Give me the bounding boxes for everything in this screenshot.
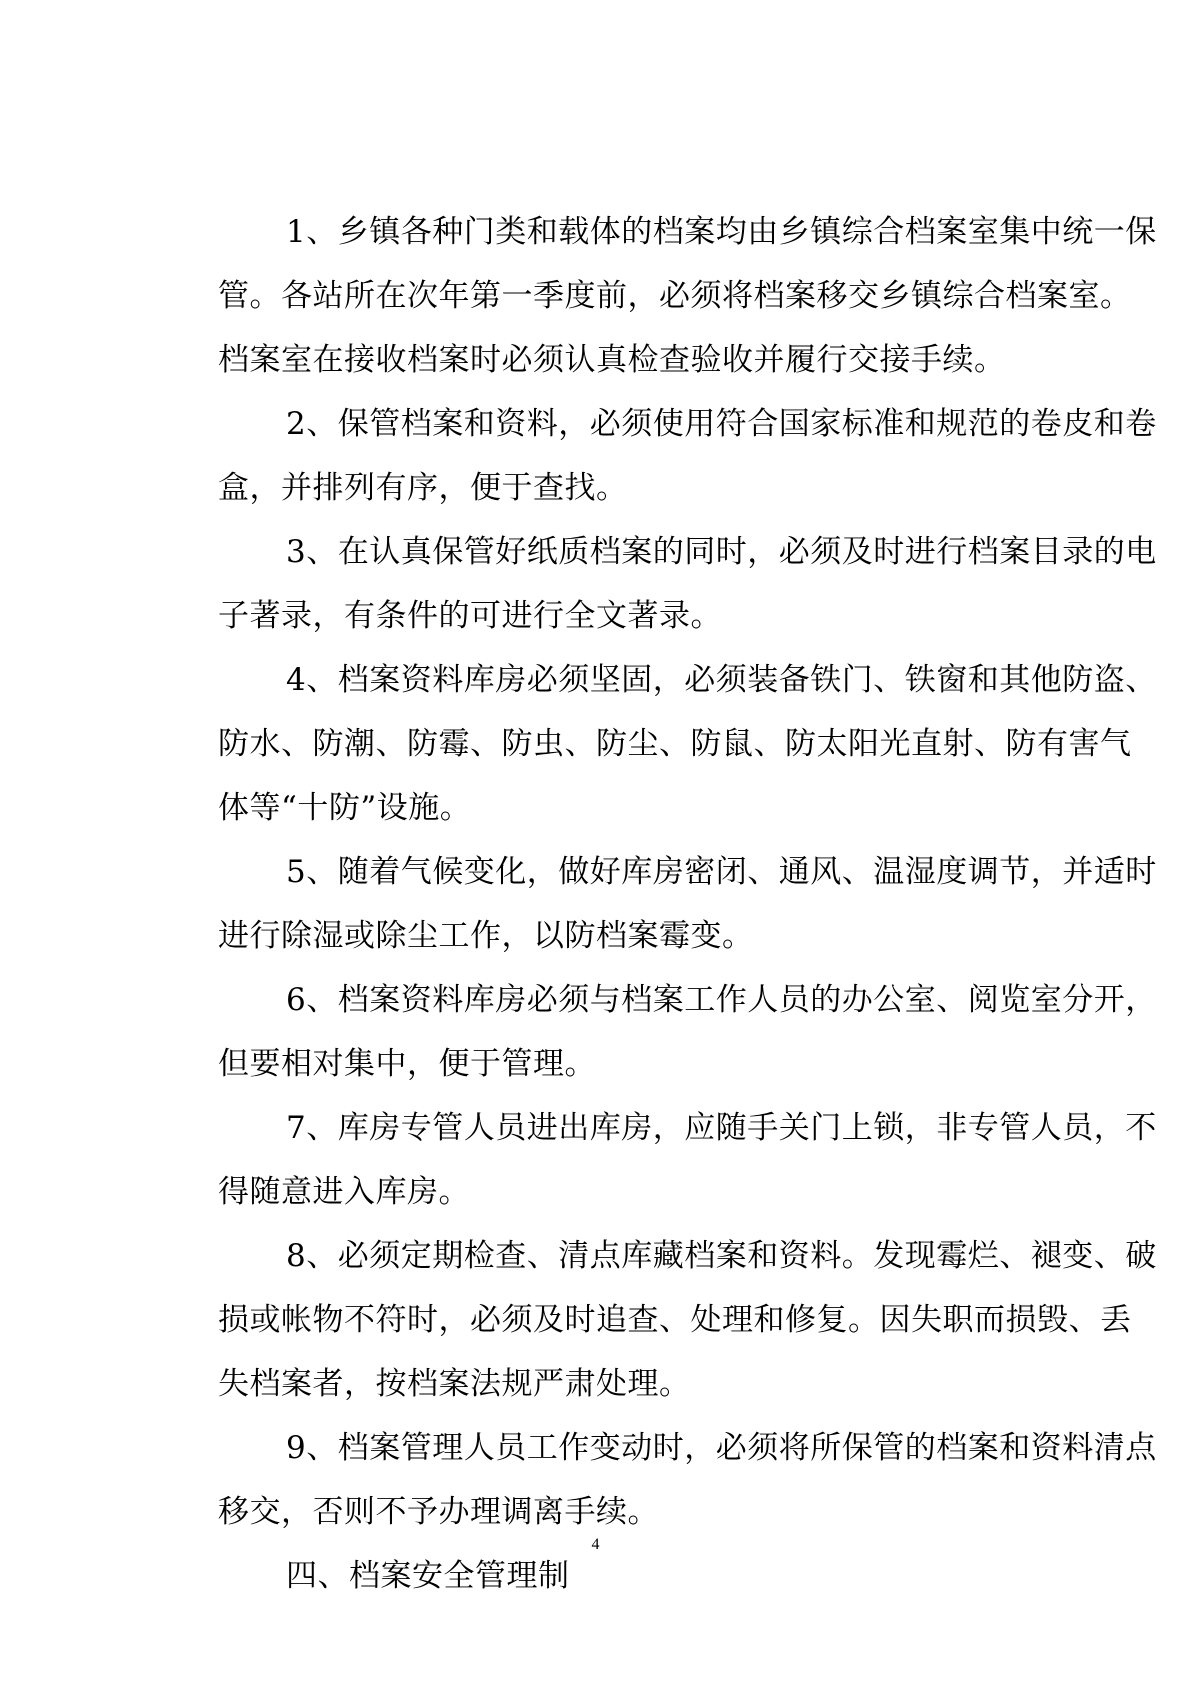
paragraph-line: 6、档案资料库房必须与档案工作人员的办公室、阅览室分开， [286, 982, 1157, 1018]
paragraph-8 [156, 1224, 1157, 1416]
paragraph-line: 失档案者，按档案法规严肃处理。 [218, 1366, 691, 1402]
paragraph-7 [156, 1096, 1157, 1224]
section-heading-text: 四、档案安全管理制 [286, 1558, 570, 1594]
paragraph-line: 但要相对集中，便于管理。 [218, 1046, 596, 1082]
paragraph-line: 移交，否则不予办理调离手续。 [218, 1494, 659, 1530]
paragraph-line: 子著录，有条件的可进行全文著录。 [218, 598, 722, 634]
paragraph-line: 9、档案管理人员工作变动时，必须将所保管的档案和资料清点 [286, 1430, 1157, 1466]
document-body [156, 200, 1157, 1608]
paragraph-line: 防水、防潮、防霉、防虫、防尘、防鼠、防太阳光直射、防有害气 [218, 726, 1132, 762]
paragraph-line: 体等“十防”设施。 [218, 790, 472, 826]
paragraph-line: 进行除湿或除尘工作，以防档案霉变。 [218, 918, 754, 954]
paragraph-2 [156, 392, 1157, 520]
paragraph-4 [156, 648, 1157, 840]
paragraph-line: 1、乡镇各种门类和载体的档案均由乡镇综合档案室集中统一保 [286, 214, 1157, 250]
paragraph-line: 2、保管档案和资料，必须使用符合国家标准和规范的卷皮和卷 [286, 406, 1157, 442]
paragraph-line: 盒，并排列有序，便于查找。 [218, 470, 628, 506]
paragraph-5 [156, 840, 1157, 968]
paragraph-line: 得随意进入库房。 [218, 1174, 470, 1210]
paragraph-line: 管。各站所在次年第一季度前，必须将档案移交乡镇综合档案室。 [218, 278, 1132, 314]
paragraph-line: 损或帐物不符时，必须及时追查、处理和修复。因失职而损毁、丢 [218, 1302, 1132, 1338]
paragraph-3 [156, 520, 1157, 648]
paragraph-1 [156, 200, 1157, 392]
paragraph-line: 3、在认真保管好纸质档案的同时，必须及时进行档案目录的电 [286, 534, 1157, 570]
paragraph-line: 档案室在接收档案时必须认真检查验收并履行交接手续。 [218, 342, 1006, 378]
paragraph-line: 8、必须定期检查、清点库藏档案和资料。发现霉烂、褪变、破 [286, 1238, 1157, 1274]
paragraph-line: 4、档案资料库房必须坚固，必须装备铁门、铁窗和其他防盗、 [286, 662, 1157, 698]
paragraph-9 [156, 1416, 1157, 1544]
page-number: 4 [591, 1536, 600, 1553]
paragraph-line: 5、随着气候变化，做好库房密闭、通风、温湿度调节，并适时 [286, 854, 1157, 890]
paragraph-6 [156, 968, 1157, 1096]
paragraph-line: 7、库房专管人员进出库房，应随手关门上锁，非专管人员，不 [286, 1110, 1157, 1146]
